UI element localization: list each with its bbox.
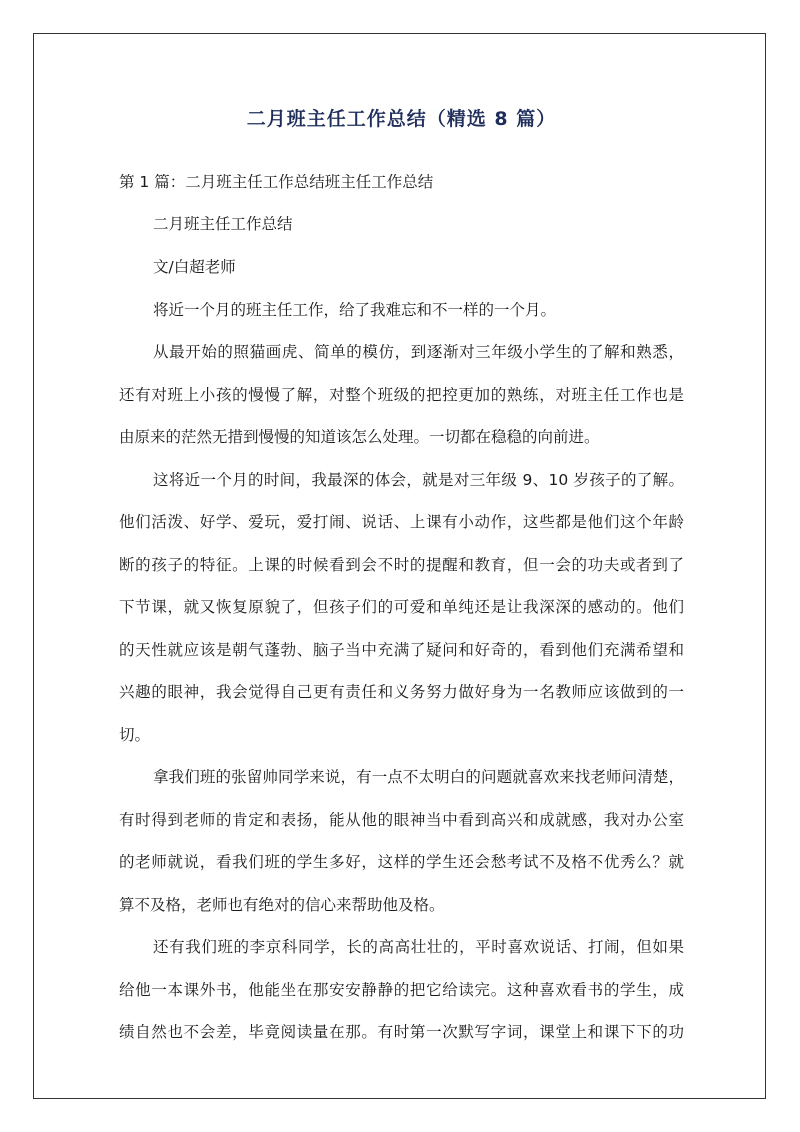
paragraph-line: 由原来的茫然无措到慢慢的知道该怎么处理。一切都在稳稳的向前进。 bbox=[119, 428, 600, 446]
paragraph-line: 从最开始的照猫画虎、简单的模仿，到逐渐对三年级小学生的了解和熟悉， bbox=[153, 343, 684, 361]
paragraph-line: 拿我们班的张留帅同学来说，有一点不太明白的问题就喜欢来找老师问清楚， bbox=[153, 768, 684, 786]
paragraph-line: 的天性就应该是朝气蓬勃、脑子当中充满了疑问和好奇的，看到他们充满希望和 bbox=[119, 641, 684, 659]
paragraph-line: 有时得到老师的肯定和表扬，能从他的眼神当中看到高兴和成就感，我对办公室 bbox=[119, 811, 684, 829]
paragraph-line: 给他一本课外书，他能坐在那安安静静的把它给读完。这种喜欢看书的学生，成 bbox=[119, 981, 684, 999]
paragraph-line: 还有对班上小孩的慢慢了解，对整个班级的把控更加的熟练，对班主任工作也是 bbox=[119, 386, 684, 404]
paragraph-line: 他们活泼、好学、爱玩，爱打闹、说话、上课有小动作，这些都是他们这个年龄 bbox=[119, 513, 684, 531]
paragraph-line: 断的孩子的特征。上课的时候看到会不时的提醒和教育，但一会的功夫或者到了 bbox=[119, 556, 684, 574]
section-heading: 第 1 篇：二月班主任工作总结班主任工作总结 bbox=[119, 173, 434, 191]
paragraph-line: 切。 bbox=[119, 726, 151, 744]
paragraph-line: 的老师就说，看我们班的学生多好，这样的学生还会愁考试不及格不优秀么？就 bbox=[119, 853, 684, 871]
paragraph-line: 绩自然也不会差，毕竟阅读量在那。有时第一次默写字词，课堂上和课下下的功 bbox=[119, 1023, 684, 1041]
paragraph-line: 还有我们班的李京科同学，长的高高壮壮的，平时喜欢说话、打闹，但如果 bbox=[153, 938, 684, 956]
document-title: 二月班主任工作总结（精选 8 篇） bbox=[246, 108, 557, 130]
paragraph-line: 下节课，就又恢复原貌了，但孩子们的可爱和单纯还是让我深深的感动的。他们 bbox=[119, 598, 684, 616]
paragraph-line: 这将近一个月的时间，我最深的体会，就是对三年级 9、10 岁孩子的了解。 bbox=[153, 471, 684, 489]
paragraph-line: 算不及格，老师也有绝对的信心来帮助他及格。 bbox=[119, 896, 445, 914]
paragraph-line: 兴趣的眼神，我会觉得自己更有责任和义务努力做好身为一名教师应该做到的一 bbox=[119, 683, 684, 701]
article-title: 二月班主任工作总结 bbox=[153, 215, 293, 233]
paragraph-line: 将近一个月的班主任工作，给了我难忘和不一样的一个月。 bbox=[153, 301, 557, 319]
author-line: 文/白超老师 bbox=[153, 258, 236, 276]
